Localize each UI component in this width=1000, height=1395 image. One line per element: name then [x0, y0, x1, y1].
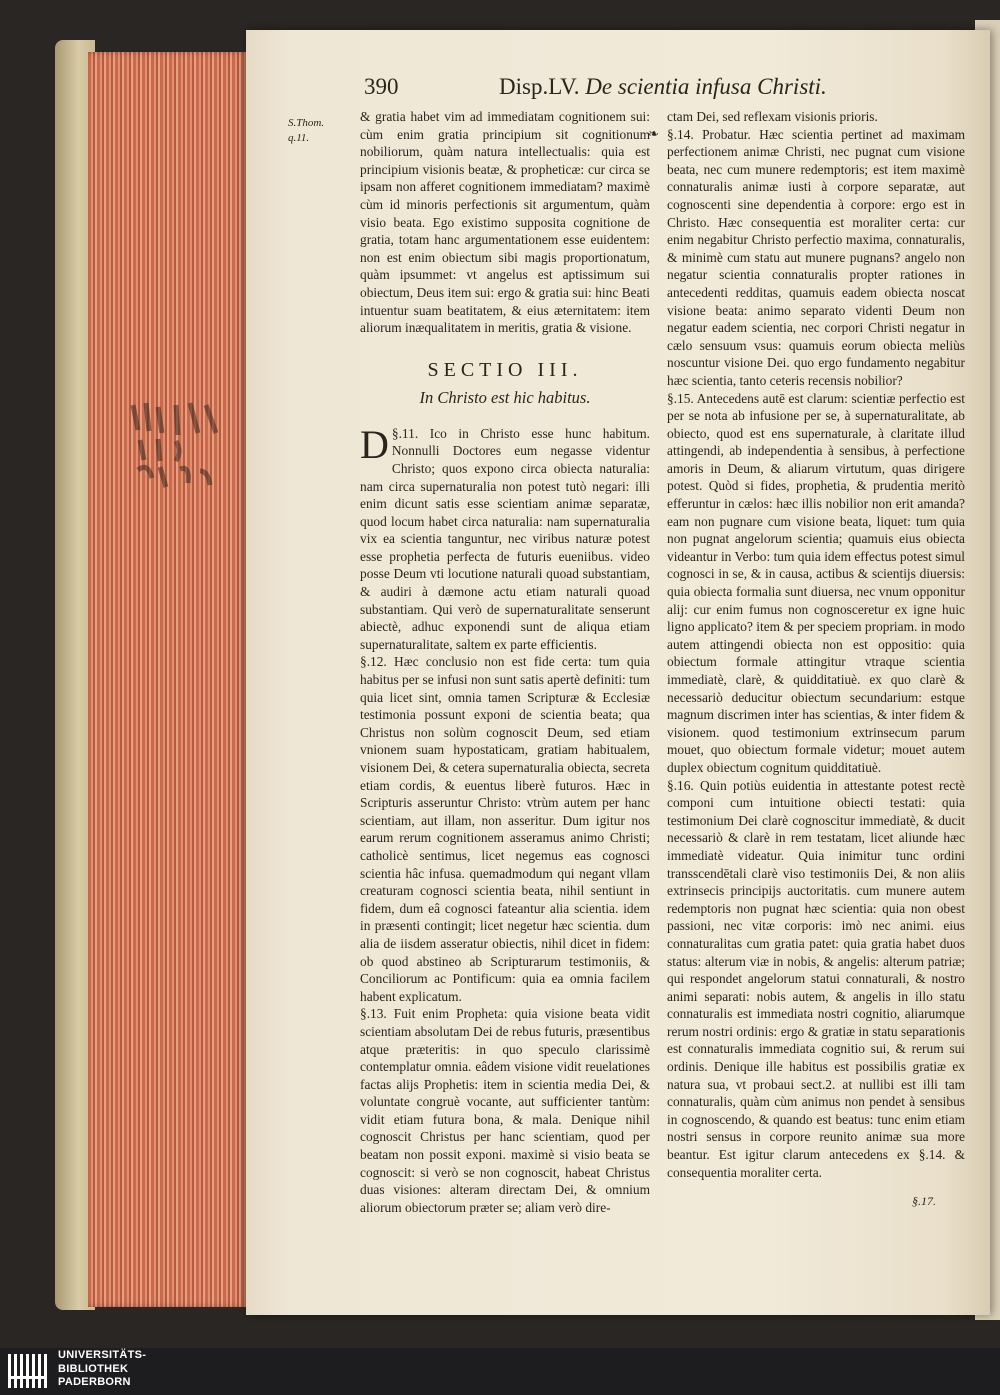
edge-stamp-mark: [128, 395, 238, 495]
paragraph-12: §.12. Hæc conclusio non est fide certa: tum quia habitus per se infusi non sunt satis apertè definiti: tum quia licet sint, omnia tamen Scripturæ & Ecclesiæ testimonia possunt exponi de scientia beata; qua Christus non solùm cognoscit Deum, sed etiam vnionem suam hypostaticam, gratiam habitualem, visionem Dei, & cetera supernaturalia obiecta, secreta etiam cordis, & euentus liberè futuros. Hæc in Scripturis asseruntur Christo: vtrùm autem per hanc scientiam, aut illam, non asseritur. Dum igitur nos earum rerum cognitionem asseramus animo Christi; catholicè sentimus, licet negemus eas cognosci scientia hâc infusa. quemadmodum qui negant vllam creaturam cognosci scientia beata, nihil sentiunt in fidem, dum eâ cognosci fateantur alia scientia. idem in præsenti contingit; licet negetur hæc scientia. dum alia de iisdem asseratur obiectis, nihil dicet in fidem: ob quod abstineo ab Scripturarum testimoniis, & Conciliorum ac Pontificum: quia ea omnia facilem habent explicatum.: [360, 654, 650, 1004]
section-subtitle: In Christo est hic habitus.: [419, 387, 591, 407]
running-title-prefix: Disp.LV.: [499, 74, 580, 99]
paragraph-14: §.14. Probatur. Hæc scientia pertinet ad maximam perfectionem animæ Christi, nec pugnat cum visione beata, nec cum munere redemptoris; est item maximè connaturalis animæ iusti à corpore separatæ, aut cognoscenti sine dependentia à corpore: ergo est in Christo. Hæc consequentia est moraliter certa: cur enim negabitur Christo perfectio maxima, connaturalis, & minimè cum statu aut munere pugnans? angelo non negatur scientia connaturalis propter rationes in antecedenti redditas, quamuis eadem obiecta noscat visione beata: animo separato videnti Deum non negatur eadem scientia, nec corpori Christi negatur in cælo sensuum vsus: quamuis eorum obiecta meliùs noscuntur visione Dei. quo ergo fundamento negabitur hæc scientia, tanto ceteris recensis nobilior?: [667, 126, 965, 388]
paragraph-continued: & gratia habet vim ad immediatam cognitionem sui: cùm enim gratia principium sit cognitionum nobiliorum, quàm natura intellectualis: quia est principium visionis beatæ, & propheticæ: cur circa se ipsam non afferet cognitionem immediatam? maximè cùm id minoris perfectionis sit argumentum, quàm visio beata. Ego existimo supposita cognitione de gratia, totam hanc argumentationem esse euidentem: non est enim obiectum sibi magis proportionatum, quàm ipsummet: vt angelus est aptissimum sui obiectum, Deus item sui: ergo & gratia sui: hinc Beati intuentur suam beatitatem, & eius æternitatem: item aliorum inæqualitatem in meritis, gratia & visione.: [360, 109, 650, 336]
section-title: SECTIO III.: [427, 358, 583, 381]
library-footer-bar: [0, 1348, 1000, 1395]
library-name-line-1: UNIVERSITÄTS-: [58, 1349, 147, 1361]
paragraph-15: §.15. Antecedens autē est clarum: scientiæ perfectio est per se nota ab infusione per se, à supernaturalitate, ab obiecto, quod est ens supernaturale, à claritate illud attingendi, ab independentia à sensibus, à perfectione amoris in Deum, & aliarum virtutum, quas dirigere potest. Quòd si fides, prophetia, & prudentia meritò efferuntur in cælos: hæc illis nobilior non erit amanda? eam non pugnare cum visione beata, liquet: tum quia non pugnat angelorum scientia; quamuis eius obiecta videantur in Verbo: tum quia idem effectus potest simul cognosci in se, & in causa, actibus & scientijs diuersis: quia obiecta formalia sunt diuersa, nec vnum opponitur alij: cur enim fumus non cognosceretur ex igne huic ligno applicato? item & per speciem propriam. in modo autem attingendi obiecta non est oppositio: quia obiectum formale attingitur vtraque scientia immediatè, clarè, & quidditatiuè. ex quo clarè & necessariò deducitur obiectum secundarium: estque magnum discrimen inter has scientias, & inter fidem & visionem. quod testimonium extrinsecum parum mouet, quo obiectum formale videtur; mouet autem duplex obiectum cognitum quidditatiuè.: [667, 390, 965, 775]
running-title: [499, 74, 827, 100]
paragraph-13: §.13. Fuit enim Propheta: quia visione beata vidit scientiam absolutam Dei de rebus futuris, præsentibus atque præteritis: in quo speculo clarissimè contemplatur omnia. eâdem visione vidit reuelationes factas alijs Prophetis: item in scientia media Dei, & voluntate congruè vocante, aut sufficienter tantùm: vidit etiam futura bona, & mala. Denique nihil cognoscit Christus per hanc scientiam, quod per beatam non possit exponi. maximè si visio beata se cognoscit: si verò se non cognoscit, habeat Christus duas visiones: alteram directam Dei, & omnium aliorum obiectorum præter se; aliam verò dire-: [360, 1006, 650, 1215]
paragraph-11-text: Ico in Christo esse hunc habitum. Nonnulli Doctores eum negasse videntur Christo; quos expono circa obiecta naturalia: nam circa supernaturalia non potest tutò negari: illi enim dicunt satis esse scientiam animæ separatæ, quod locum habet circa naturalia: nam supernaturalia vix ea scientia tanguntur, nec viribus naturæ potest esse prophetia perfecta de futuris eueniibus. video posse Deum vti locutione naturali quoad substantiam, & audiri à dæmone actu etiam naturali quoad substantiam. Qui verò de supernaturalitate senserunt abiectè, adhuc exponendi sunt de aliqua etiam supernaturalitate, saltem ex parte efficientis.: [360, 425, 650, 652]
page-number: 390: [364, 74, 399, 99]
margin-note-question: q.11.: [288, 132, 310, 144]
library-logo-icon: [6, 1352, 50, 1392]
running-title-italic: De scientia infusa Christi.: [585, 74, 827, 99]
paragraph-continued-right: ctam Dei, sed reflexam visionis prioris.: [667, 109, 878, 124]
paragraph-11-number: §.11.: [391, 425, 419, 441]
running-head: [364, 74, 864, 106]
red-fore-edge: [88, 52, 246, 1307]
pilcrow-mark: ❧: [648, 126, 659, 141]
library-name-line-3: PADERBORN: [58, 1376, 131, 1388]
left-column: [360, 108, 650, 1216]
paragraph-16: §.16. Quin potiùs euidentia in attestante potest rectè componi cum intuitione obiecti testati: quia testimonium Dei clarè cognoscitur immediatè, & ducit necessariò & clarè in rem testatam, licet aliunde hæc immediatè videatur. Quia inimitur tunc ordini transscendētali clarè viso testimoniis Dei, & non aliis extrinsecis principijs auctoritatis. cum munere autem redemptoris non pugnat hæc scientia: quia non obest passioni, nec vitæ corporis: imò nec animi. eius connaturalitas cum gratia patet: quia gratia habet duos status: alterum viæ in nobis, & angelis: alterum patriæ; qui respondet angelorum statui connaturali, & nostro animi separati: nobis autem, & angelis in illo statu connaturalis est immediata nostri cognitio, aliarumque rerum nostri ordinis: ergo & gratiæ in statu separationis est connaturalis immediata cognitio sui, & rerum sui ordinis. Denique ille habitus est possibilis gratiæ ex natura sua, vt probaui sect.2. at nullibi est illi tam connaturalis, quàm cùm animus non pendet à sensibus in cognoscendo, & quando est beatus: tunc enim etiam nostri sensus in corpore reunito animæ sua more beantur. Est igitur clarum antecedens ex §.14. & consequentia moraliter certa.: [667, 777, 965, 1180]
catchword: §.17.: [912, 1194, 936, 1208]
library-name: [58, 1349, 146, 1390]
drop-cap: D: [360, 421, 389, 467]
paragraph-11: [360, 421, 650, 654]
library-name-line-2: BIBLIOTHEK: [58, 1362, 129, 1375]
right-column: [667, 108, 965, 1181]
margin-note-source: S.Thom.: [288, 117, 325, 129]
